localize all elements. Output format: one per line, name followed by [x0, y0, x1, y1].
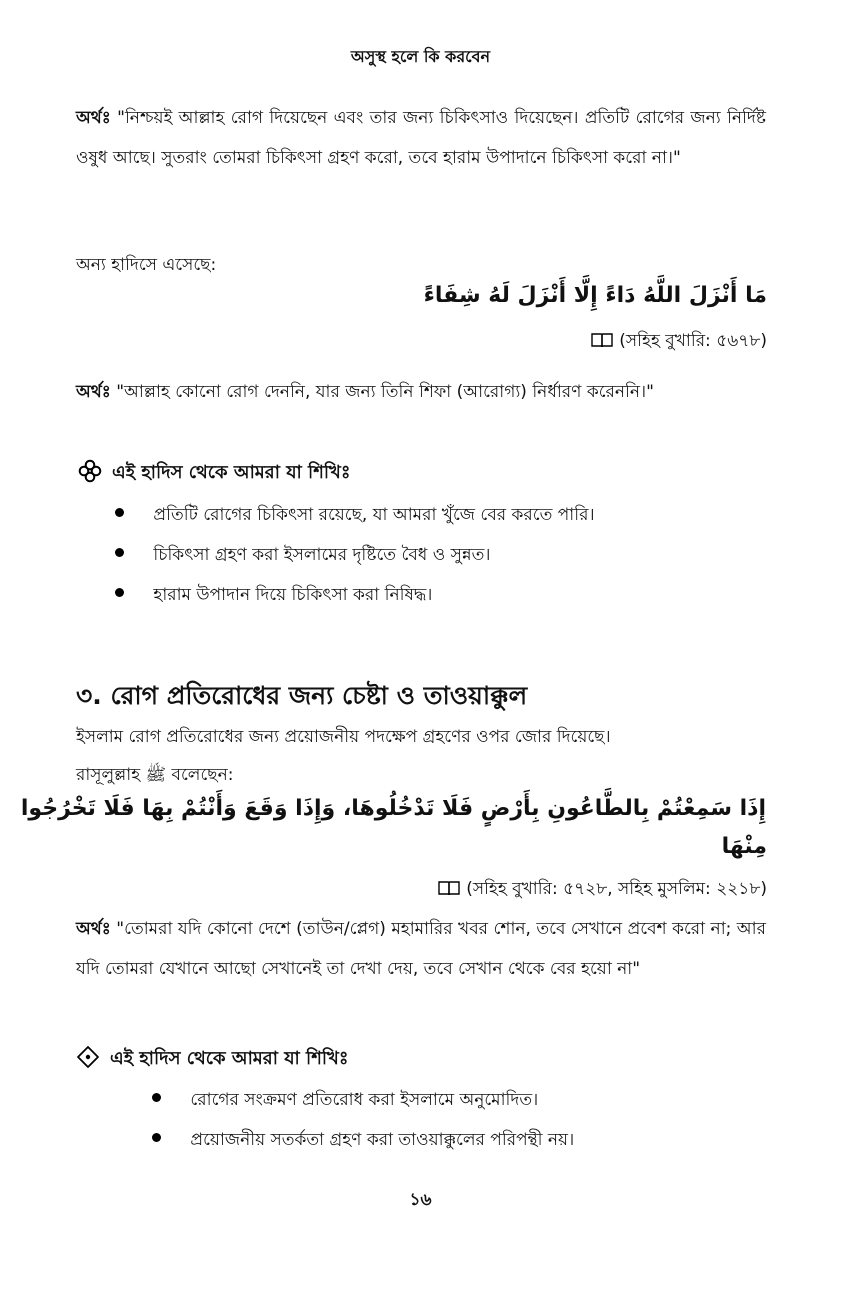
meaning-text: "তোমরা যদি কোনো দেশে (তাউন/প্লেগ) মহামারির খবর শোন, তবে সেখানে প্রবেশ করো না; আর যদি তোমরা যেখানে আছো সেখানেই তা দেখা দেয়, তবে সেখান থেকে বের হয়ো না" — [76, 919, 766, 979]
bullet-icon — [152, 1133, 161, 1142]
bullet-icon — [115, 548, 124, 557]
lessons-heading-2 — [76, 1044, 348, 1075]
lesson-item — [115, 502, 595, 530]
lesson-text: হারাম উপাদান দিয়ে চিকিৎসা করা নিষিদ্ধ। — [153, 585, 433, 605]
bullet-icon — [115, 588, 124, 597]
bullet-icon — [115, 508, 124, 517]
lesson-text: চিকিৎসা গ্রহণ করা ইসলামের দৃষ্টিতে বৈধ ও সুন্নত। — [153, 545, 491, 565]
hadith-intro: অন্য হাদিসে এসেছে: — [76, 255, 217, 275]
lessons-heading-1 — [78, 458, 350, 489]
reference-text: (সহিহ বুখারি: ৫৭২৮, সহিহ মুসলিম: ২২১৮) — [466, 879, 767, 899]
arabic-hadith-line-1: إِذَا سَمِعْتُمْ بِالطَّاعُونِ بِأَرْضٍ فَلَا تَدْخُلُوهَا، وَإِذَا وَقَعَ وَأَنْتُمْ بِهَا فَلَا تَخْرُجُوا — [20, 796, 766, 821]
meaning-paragraph-1 — [76, 98, 766, 178]
hadith-reference — [438, 876, 767, 904]
meaning-text: "নিশ্চয়ই আল্লাহ রোগ দিয়েছেন এবং তার জন্য চিকিৎসাও দিয়েছেন। প্রতিটি রোগের জন্য নির্দিষ্ট ওষুধ আছে। সুতরাং তোমরা চিকিৎসা গ্রহণ করো, তবে হারাম উপাদানে চিকিৎসা করো না।" — [76, 108, 767, 168]
meaning-text: "আল্লাহ কোনো রোগ দেননি, যার জন্য তিনি শিফা (আরোগ্য) নির্ধারণ করেননি।" — [116, 382, 654, 402]
section-intro-line-1: ইসলাম রোগ প্রতিরোধের জন্য প্রয়োজনীয় পদক্ষেপ গ্রহণের ওপর জোর দিয়েছে। — [76, 727, 611, 747]
lesson-item — [115, 582, 432, 610]
dotted-diamond-icon — [76, 1045, 100, 1069]
open-book-icon — [591, 332, 613, 348]
lesson-item — [152, 1127, 574, 1155]
lessons-heading-text: এই হাদিস থেকে আমরা যা শিখিঃ — [110, 1048, 349, 1069]
meaning-paragraph-3 — [76, 909, 766, 989]
bullet-icon — [152, 1093, 161, 1102]
arabic-hadith-text: مَا أَنْزَلَ اللَّهُ دَاءً إِلَّا أَنْزَلَ لَهُ شِفَاءً — [423, 283, 767, 308]
running-header: অসুস্থ হলে কি করবেন — [350, 47, 491, 66]
lessons-heading-text: এই হাদিস থেকে আমরা যা শিখিঃ — [112, 462, 351, 483]
page-number: ১৬ — [409, 1190, 432, 1210]
lesson-item — [115, 542, 490, 570]
reference-text: (সহিহ বুখারি: ৫৬৭৮) — [619, 331, 767, 351]
lesson-text: প্রতিটি রোগের চিকিৎসা রয়েছে, যা আমরা খুঁজে বের করতে পারি। — [153, 505, 595, 525]
arabic-hadith-line-2: مِنْهَا — [721, 834, 767, 859]
section-title: ৩. রোগ প্রতিরোধের জন্য চেষ্টা ও তাওয়াক্কুল — [76, 681, 528, 710]
meaning-label: অর্থঃ — [76, 108, 111, 128]
lesson-text: রোগের সংক্রমণ প্রতিরোধ করা ইসলামে অনুমোদিত। — [190, 1090, 539, 1110]
meaning-label: অর্থঃ — [76, 382, 111, 402]
hadith-reference — [591, 328, 767, 356]
lesson-text: প্রয়োজনীয় সতর্কতা গ্রহণ করা তাওয়াক্কুলের পরিপন্থী নয়। — [190, 1130, 575, 1150]
section-intro-line-2: রাসূলুল্লাহ ﷺ বলেছেন: — [76, 765, 234, 785]
four-circle-diamond-icon — [78, 459, 102, 483]
lesson-item — [152, 1087, 538, 1115]
meaning-label: অর্থঃ — [76, 919, 111, 939]
meaning-paragraph-2 — [76, 372, 766, 412]
open-book-icon — [438, 880, 460, 896]
